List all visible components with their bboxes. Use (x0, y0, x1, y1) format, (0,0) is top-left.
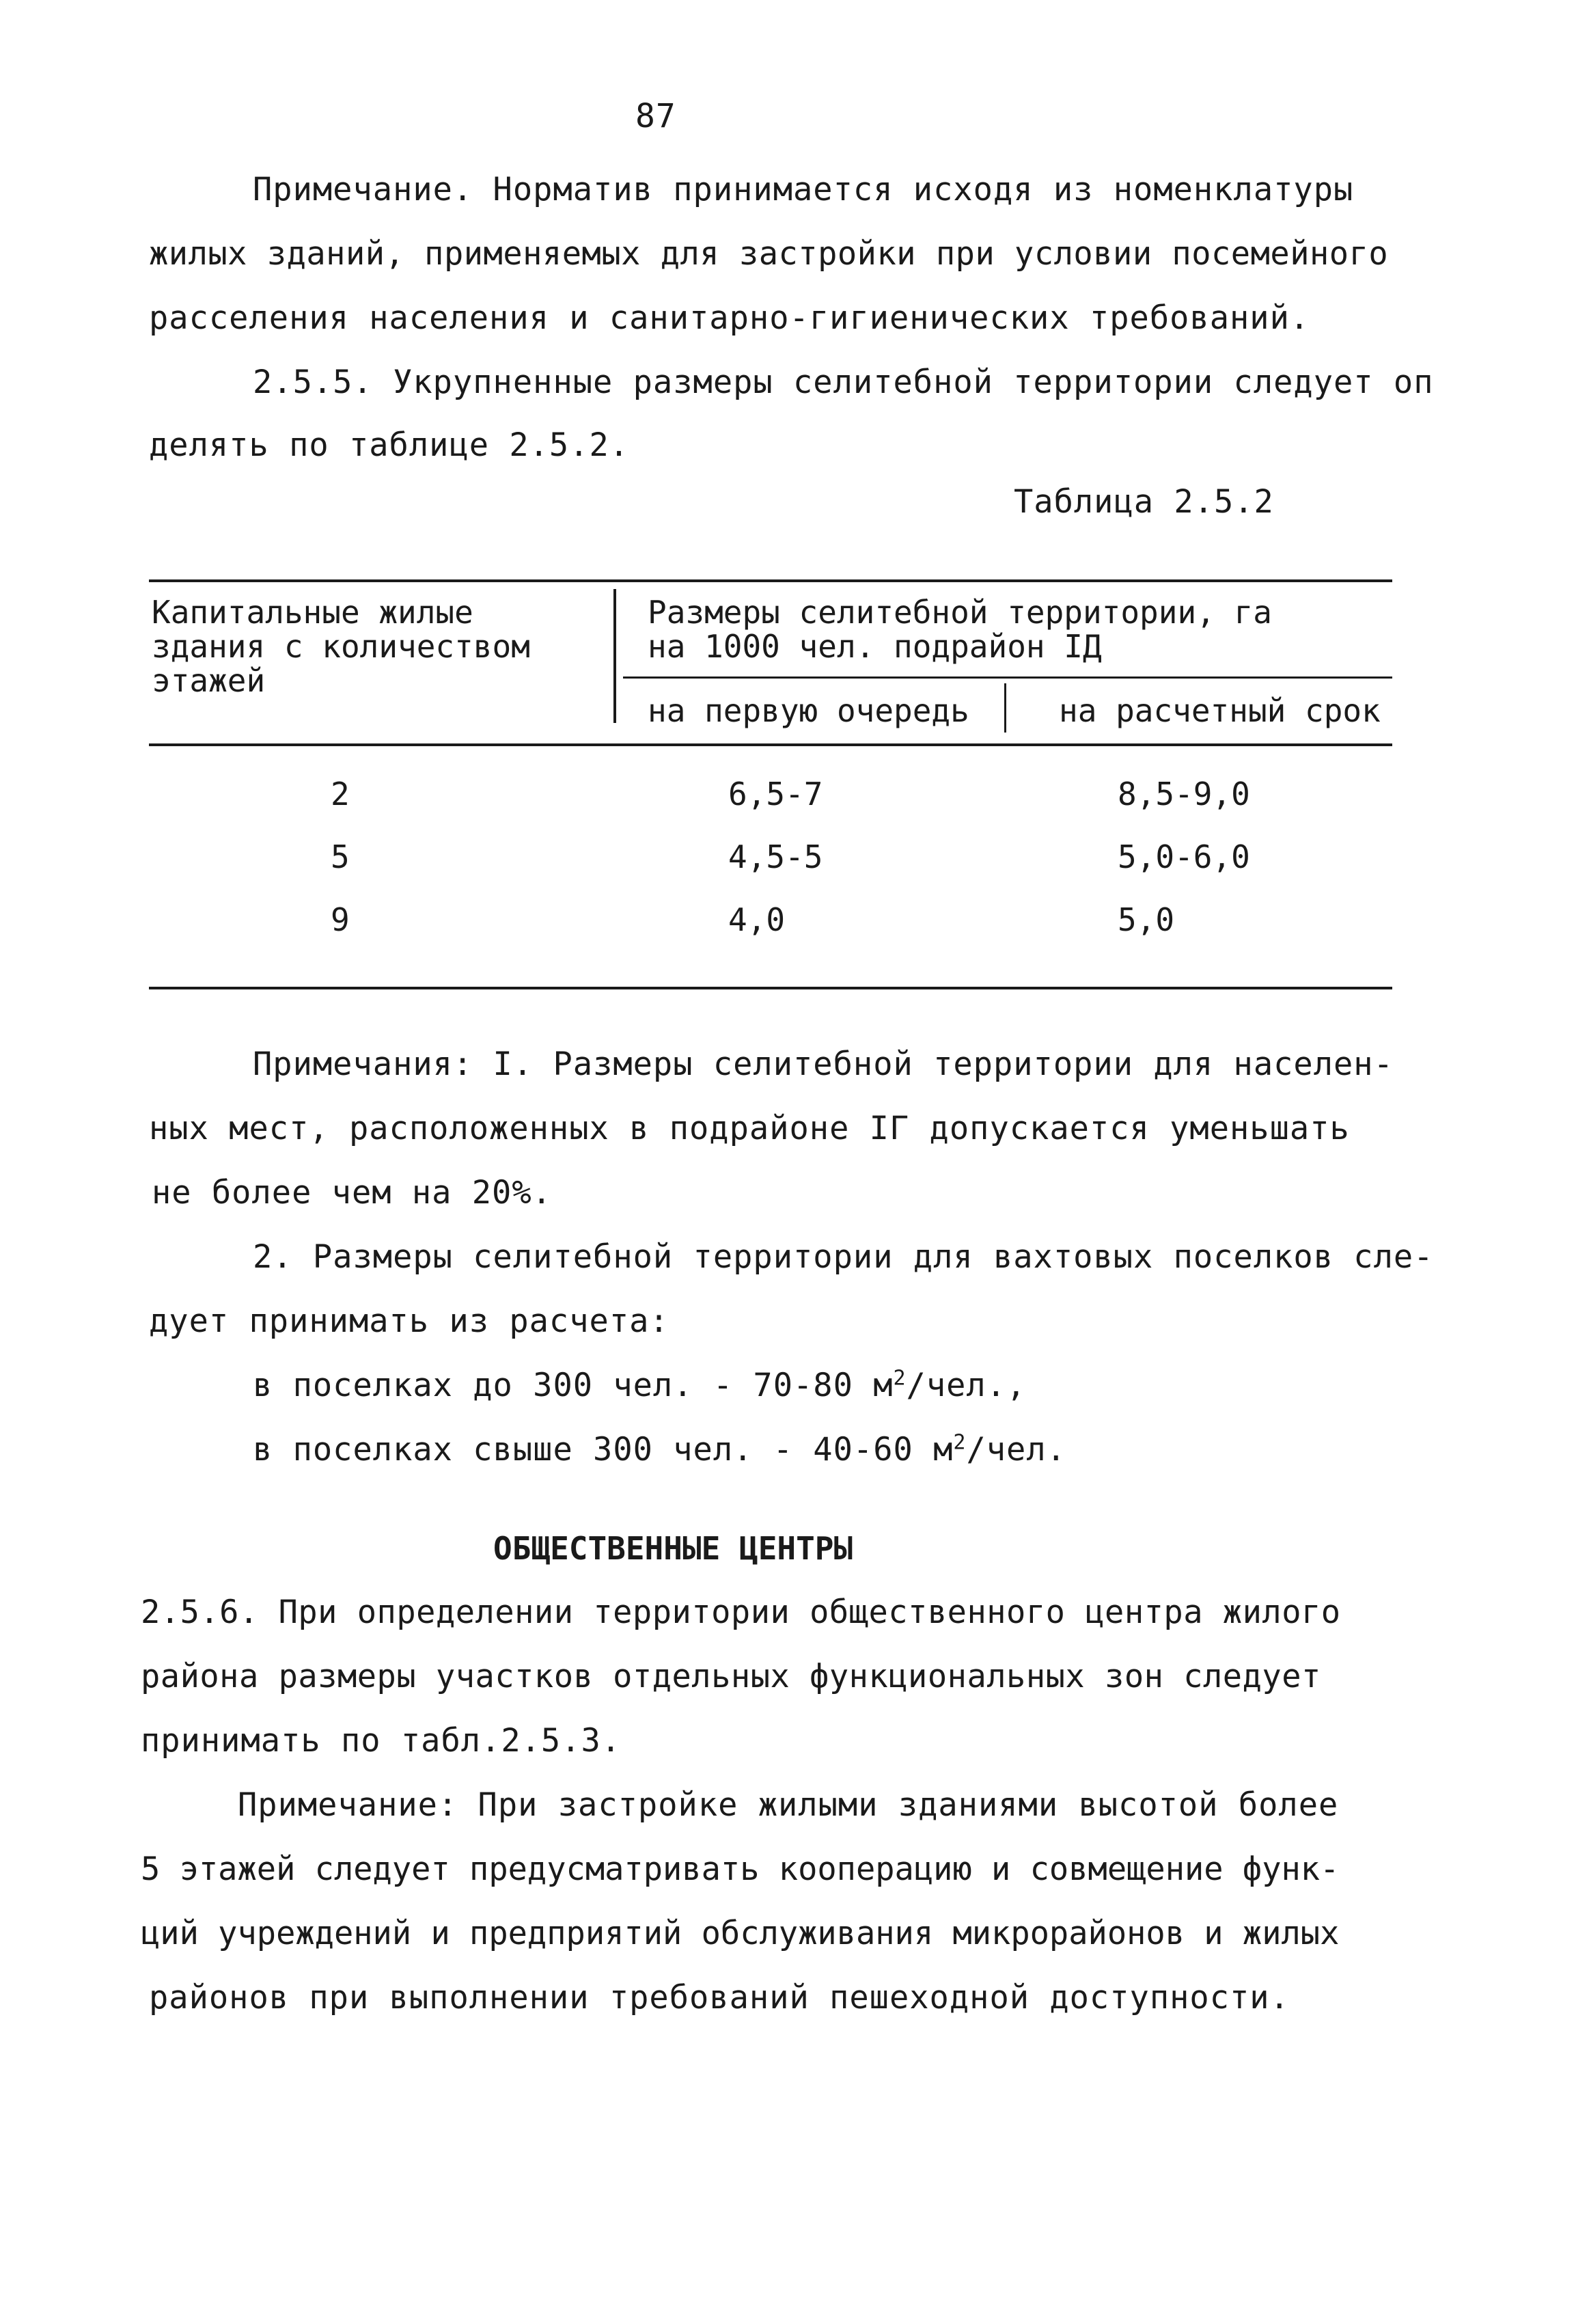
header-sub-first-stage: на первую очередь (648, 692, 969, 729)
table-row-1-full: 8,5-9,0 (1118, 776, 1250, 812)
para-2-5-5-line-1: 2.5.5. Укрупненные размеры селитебной территории следует оп (253, 364, 1434, 401)
notes2-line-2: ных мест, расположенных в подрайоне IГ допускается уменьшать (149, 1110, 1350, 1147)
header-group-line-1: Размеры селитебной территории, га (648, 594, 1272, 631)
para-2-5-6-line-1: 2.5.6. При определении территории общественного центра жилого (141, 1594, 1341, 1631)
header-sub-full-term: на расчетный срок (1059, 692, 1381, 729)
table-header-bottom-rule (149, 743, 1392, 746)
table-row-2-floors: 5 (331, 838, 350, 875)
formula-1-sup: 2 (893, 1366, 907, 1391)
formula-2-unit: /чел. (966, 1431, 1066, 1468)
notes2-line-3: не более чем на 20%. (152, 1174, 552, 1212)
note1-line-2: жилых зданий, применяемых для застройки при условии посемейного (149, 235, 1389, 273)
notes2-line-4: 2. Размеры селитебной территории для вахтовых поселков сле- (253, 1238, 1434, 1276)
header-col1-line-3: этажей (152, 662, 266, 699)
header-group-line-2: на 1000 чел. подрайон IД (648, 628, 1102, 665)
note1-line-1: Примечание. Норматив принимается исходя из номенклатуры (253, 171, 1354, 208)
formula-2-sup: 2 (953, 1430, 967, 1455)
notes2-formula-1 (253, 1365, 1026, 1406)
table-bottom-rule (149, 987, 1392, 989)
table-row-1-floors: 2 (331, 776, 350, 812)
table-row-2-first: 4,5-5 (728, 838, 823, 875)
table-caption: Таблица 2.5.2 (1014, 483, 1274, 521)
table-subheader-rule (623, 676, 1392, 679)
notes2-formula-2 (253, 1430, 1066, 1471)
header-col1-line-2: здания с количеством (152, 628, 530, 665)
formula-2-text: в поселках свыше 300 чел. - 40-60 м (253, 1431, 954, 1468)
para-2-5-6-line-3: принимать по табл.2.5.3. (141, 1722, 622, 1760)
note3-line-2: 5 этажей следует предусматривать кооперацию и совмещение функ- (141, 1850, 1340, 1888)
formula-1-text: в поселках до 300 чел. - 70-80 м (253, 1367, 894, 1404)
section-title: ОБЩЕСТВЕННЫЕ ЦЕНТРЫ (493, 1530, 853, 1567)
notes2-line-5: дует принимать из расчета: (149, 1302, 669, 1340)
header-col1-line-1: Капитальные жилые (152, 594, 473, 631)
note3-line-4: районов при выполнении требований пешеходной доступности. (149, 1979, 1290, 2017)
note3-line-3: ций учреждений и предприятий обслуживания микрорайонов и жилых (141, 1915, 1340, 1952)
note1-line-3: расселения населения и санитарно-гигиенических требований. (149, 299, 1310, 337)
page-number: 87 (635, 97, 676, 135)
table-row-3-first: 4,0 (728, 901, 786, 938)
notes2-line-1: Примечания: I. Размеры селитебной территории для населен- (253, 1045, 1394, 1083)
para-2-5-5-line-2: делять по таблице 2.5.2. (149, 426, 630, 464)
formula-1-unit: /чел., (906, 1367, 1027, 1404)
note3-line-1: Примечание: При застройке жилыми зданиями высотой более (238, 1786, 1339, 1824)
table-subheader-divider (1004, 683, 1006, 733)
table-row-3-full: 5,0 (1118, 901, 1175, 938)
table-top-rule (149, 579, 1392, 582)
table-header-divider (613, 589, 616, 723)
table-row-1-first: 6,5-7 (728, 776, 823, 812)
para-2-5-6-line-2: района размеры участков отдельных функциональных зон следует (141, 1658, 1321, 1695)
table-row-3-floors: 9 (331, 901, 350, 938)
table-row-2-full: 5,0-6,0 (1118, 838, 1250, 875)
